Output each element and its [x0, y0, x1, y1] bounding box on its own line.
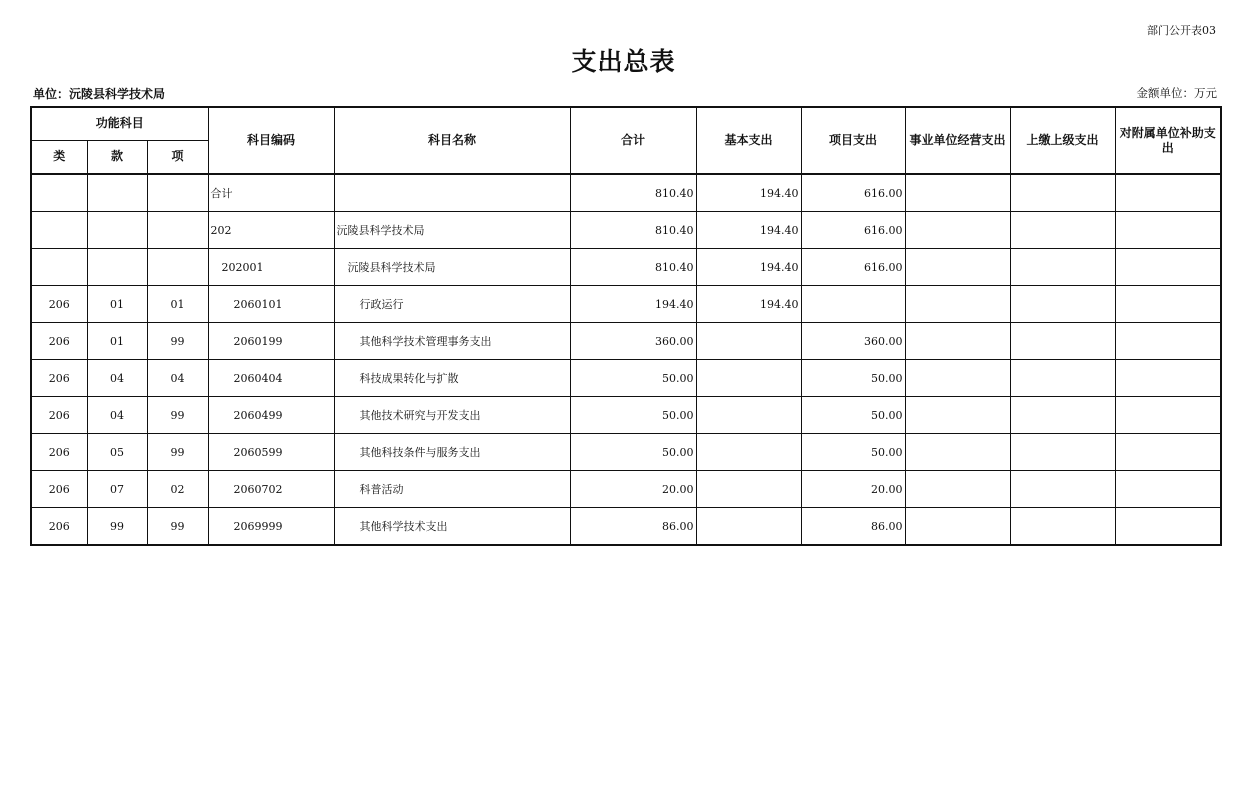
cell-subsidy: [1115, 508, 1221, 546]
cell-subsidy: [1115, 360, 1221, 397]
cell-lei: 206: [31, 508, 87, 546]
cell-lei: 206: [31, 286, 87, 323]
cell-lei: 206: [31, 471, 87, 508]
cell-upper: [1010, 508, 1115, 546]
cell-code: 2060101: [208, 286, 334, 323]
cell-total: 194.40: [570, 286, 696, 323]
cell-total: 810.40: [570, 249, 696, 286]
table-row: [31, 471, 1221, 508]
cell-upper: [1010, 212, 1115, 249]
header-kuan: 款: [87, 140, 147, 174]
cell-name: 行政运行: [334, 286, 570, 323]
cell-xiang: 01: [147, 286, 208, 323]
cell-kuan: 05: [87, 434, 147, 471]
cell-business: [905, 397, 1010, 434]
cell-lei: 206: [31, 434, 87, 471]
cell-total: 810.40: [570, 212, 696, 249]
cell-total: 20.00: [570, 471, 696, 508]
unit-label: 单位：沅陵县科学技术局: [33, 87, 166, 101]
cell-name: 科普活动: [334, 471, 570, 508]
cell-project: 20.00: [801, 471, 905, 508]
cell-upper: [1010, 471, 1115, 508]
table-row: [31, 360, 1221, 397]
cell-code: 2060499: [208, 397, 334, 434]
table-row: [31, 212, 1221, 249]
cell-xiang: 99: [147, 397, 208, 434]
cell-upper: [1010, 286, 1115, 323]
cell-xiang: 04: [147, 360, 208, 397]
cell-basic: [696, 323, 801, 360]
cell-kuan: [87, 212, 147, 249]
header-name: 科目名称: [334, 107, 570, 174]
cell-code: 2060599: [208, 434, 334, 471]
table-row: [31, 323, 1221, 360]
cell-basic: 194.40: [696, 212, 801, 249]
cell-project: 616.00: [801, 174, 905, 212]
header-subsidy: 对附属单位补助支出: [1115, 107, 1221, 174]
header-business: 事业单位经营支出: [905, 107, 1010, 174]
cell-upper: [1010, 174, 1115, 212]
page-title: 支出总表: [571, 47, 676, 76]
cell-upper: [1010, 397, 1115, 434]
cell-subsidy: [1115, 434, 1221, 471]
cell-subsidy: [1115, 286, 1221, 323]
cell-total: 360.00: [570, 323, 696, 360]
cell-code: 202001: [208, 249, 334, 286]
cell-basic: 194.40: [696, 249, 801, 286]
cell-kuan: 01: [87, 323, 147, 360]
cell-name: 科技成果转化与扩散: [334, 360, 570, 397]
cell-business: [905, 323, 1010, 360]
cell-name: 沅陵县科学技术局: [334, 212, 570, 249]
cell-total: 50.00: [570, 360, 696, 397]
table-row: [31, 174, 1221, 212]
table-row: [31, 508, 1221, 546]
cell-business: [905, 212, 1010, 249]
cell-xiang: 99: [147, 508, 208, 546]
cell-name: 其他科学技术支出: [334, 508, 570, 546]
cell-subsidy: [1115, 397, 1221, 434]
cell-project: 50.00: [801, 434, 905, 471]
cell-project: 616.00: [801, 212, 905, 249]
cell-basic: 194.40: [696, 174, 801, 212]
cell-project: 616.00: [801, 249, 905, 286]
cell-business: [905, 360, 1010, 397]
cell-code: 2069999: [208, 508, 334, 546]
header-upper: 上缴上级支出: [1010, 107, 1115, 174]
cell-lei: [31, 212, 87, 249]
cell-kuan: [87, 174, 147, 212]
table-row: [31, 286, 1221, 323]
cell-basic: [696, 471, 801, 508]
expenditure-table: [30, 106, 1222, 546]
cell-basic: 194.40: [696, 286, 801, 323]
cell-xiang: [147, 212, 208, 249]
cell-business: [905, 249, 1010, 286]
cell-business: [905, 286, 1010, 323]
cell-upper: [1010, 249, 1115, 286]
cell-code: 202: [208, 212, 334, 249]
cell-lei: [31, 249, 87, 286]
header-basic: 基本支出: [696, 107, 801, 174]
cell-project: 86.00: [801, 508, 905, 546]
cell-xiang: [147, 174, 208, 212]
cell-lei: 206: [31, 397, 87, 434]
table-row: [31, 434, 1221, 471]
cell-lei: 206: [31, 360, 87, 397]
cell-project: 50.00: [801, 360, 905, 397]
cell-kuan: 07: [87, 471, 147, 508]
cell-name: [334, 174, 570, 212]
cell-subsidy: [1115, 212, 1221, 249]
header-total: 合计: [570, 107, 696, 174]
cell-business: [905, 434, 1010, 471]
cell-total: 86.00: [570, 508, 696, 546]
header-xiang: 项: [147, 140, 208, 174]
cell-subsidy: [1115, 471, 1221, 508]
cell-kuan: 04: [87, 397, 147, 434]
header-lei: 类: [31, 140, 87, 174]
header-code: 科目编码: [208, 107, 334, 174]
cell-code: 2060702: [208, 471, 334, 508]
cell-upper: [1010, 360, 1115, 397]
cell-basic: [696, 360, 801, 397]
cell-business: [905, 174, 1010, 212]
cell-kuan: 04: [87, 360, 147, 397]
cell-project: 50.00: [801, 397, 905, 434]
cell-project: 360.00: [801, 323, 905, 360]
cell-name: 其他技术研究与开发支出: [334, 397, 570, 434]
cell-xiang: 02: [147, 471, 208, 508]
cell-total: 50.00: [570, 397, 696, 434]
cell-xiang: 99: [147, 434, 208, 471]
cell-business: [905, 508, 1010, 546]
cell-basic: [696, 434, 801, 471]
cell-upper: [1010, 434, 1115, 471]
cell-subsidy: [1115, 174, 1221, 212]
cell-basic: [696, 508, 801, 546]
form-number: 部门公开表03: [1147, 24, 1216, 37]
cell-code: 2060199: [208, 323, 334, 360]
cell-kuan: 99: [87, 508, 147, 546]
cell-subsidy: [1115, 249, 1221, 286]
header-project: 项目支出: [801, 107, 905, 174]
cell-subsidy: [1115, 323, 1221, 360]
cell-name: 其他科学技术管理事务支出: [334, 323, 570, 360]
amount-unit-label: 金额单位：万元: [1136, 86, 1217, 100]
cell-business: [905, 471, 1010, 508]
cell-xiang: 99: [147, 323, 208, 360]
cell-name: 其他科技条件与服务支出: [334, 434, 570, 471]
cell-code: 2060404: [208, 360, 334, 397]
cell-xiang: [147, 249, 208, 286]
cell-name: 沅陵县科学技术局: [334, 249, 570, 286]
cell-kuan: 01: [87, 286, 147, 323]
cell-kuan: [87, 249, 147, 286]
cell-lei: 206: [31, 323, 87, 360]
cell-basic: [696, 397, 801, 434]
table-row: [31, 397, 1221, 434]
cell-total: 810.40: [570, 174, 696, 212]
table-row: [31, 249, 1221, 286]
header-functional-subject: 功能科目: [31, 107, 208, 140]
cell-code: 合计: [208, 174, 334, 212]
cell-lei: [31, 174, 87, 212]
cell-project: [801, 286, 905, 323]
cell-total: 50.00: [570, 434, 696, 471]
cell-upper: [1010, 323, 1115, 360]
